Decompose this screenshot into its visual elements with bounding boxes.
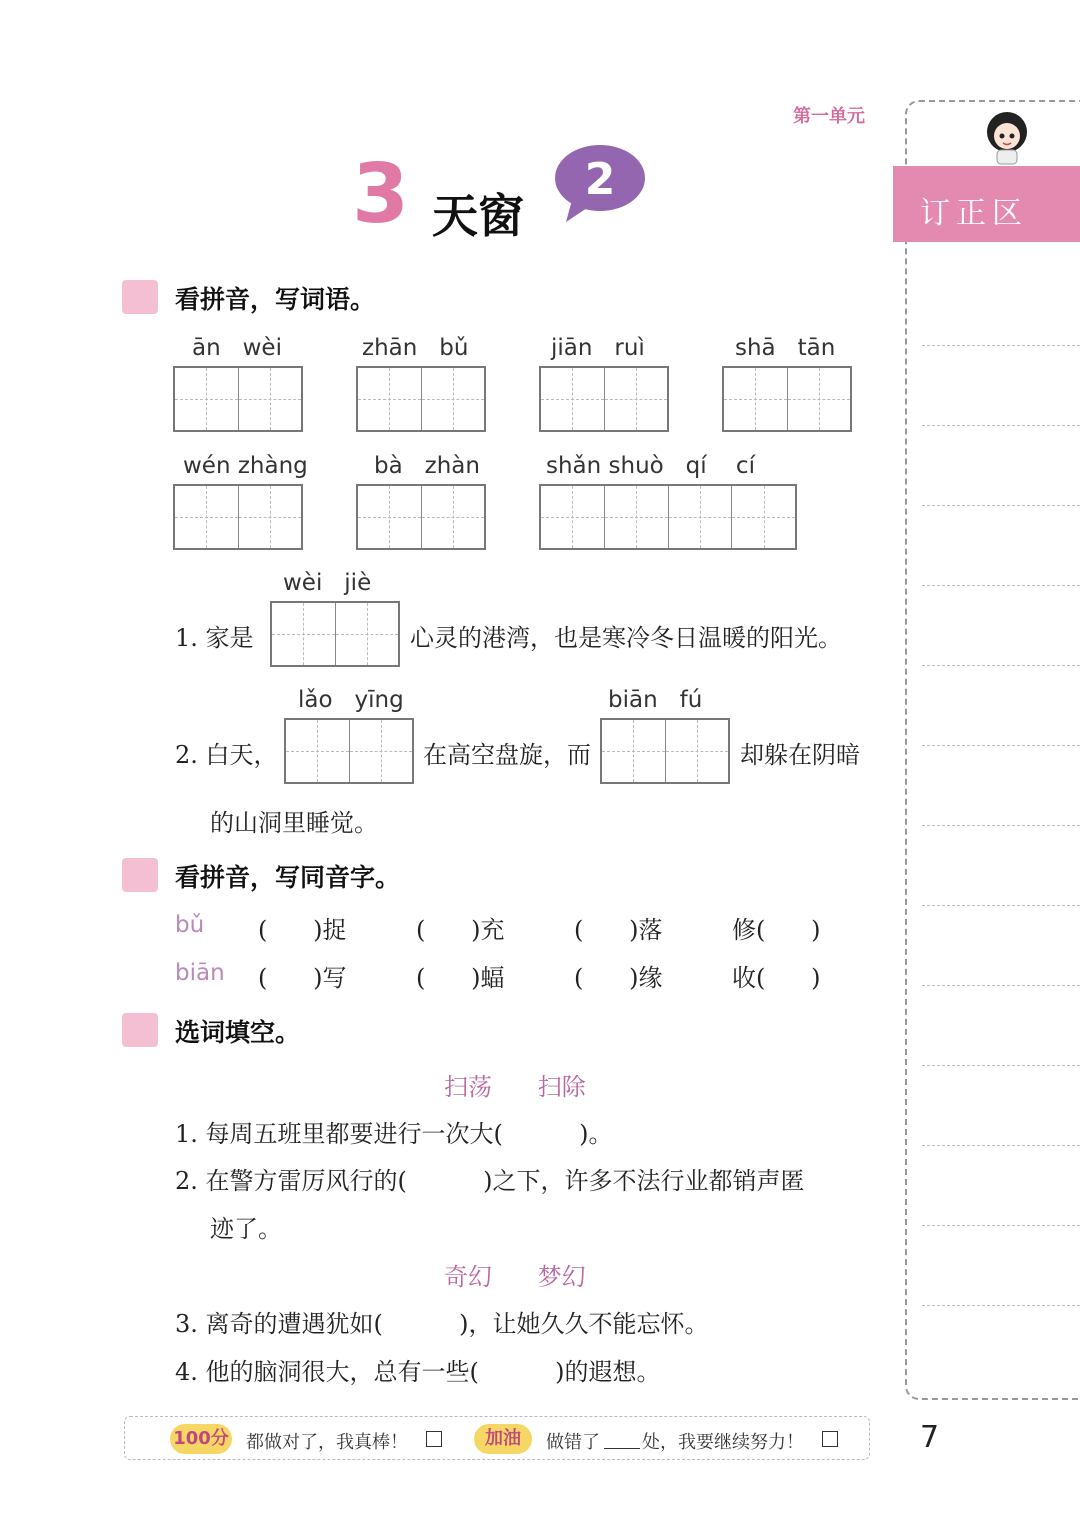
sentence-text: 在高空盘旋，而: [423, 741, 591, 769]
char-grid[interactable]: [173, 484, 303, 550]
pinyin-label: jiān ruì: [551, 335, 645, 361]
sentence-text: 2. 白天，: [175, 741, 278, 769]
pinyin-label: wén zhàng: [183, 453, 308, 479]
pinyin-label: bà zhàn: [374, 453, 480, 479]
lesson-number: 3: [352, 147, 410, 242]
pinyin-label: lǎo yīng: [298, 687, 404, 713]
word-options: 奇幻 梦幻: [444, 1263, 586, 1291]
char-grid[interactable]: [284, 718, 414, 784]
sentence-text: 心灵的港湾，也是寒冷冬日温暖的阳光。: [410, 624, 842, 652]
writing-line: [922, 1065, 1080, 1066]
homophone-item[interactable]: ( )充: [416, 916, 505, 944]
homophone-item[interactable]: ( )捉: [258, 916, 347, 944]
checkbox[interactable]: [822, 1431, 838, 1447]
pinyin-prompt: bǔ: [175, 912, 205, 938]
sentence-text: 的山洞里睡觉。: [210, 809, 378, 837]
writing-line: [922, 985, 1080, 986]
writing-line: [922, 1305, 1080, 1306]
unit-label: 第一单元: [793, 106, 865, 127]
char-grid[interactable]: [539, 484, 797, 550]
correction-title: 订正区: [920, 196, 1028, 231]
sentence-text: 却躲在阴暗: [740, 741, 860, 769]
writing-line: [922, 905, 1080, 906]
char-grid[interactable]: [722, 366, 852, 432]
speech-bubble-icon: [552, 142, 648, 228]
fill-blank-question[interactable]: 3. 离奇的遭遇犹如( )，让她久久不能忘怀。: [175, 1310, 709, 1338]
writing-line: [922, 745, 1080, 746]
homophone-item[interactable]: 修( ): [732, 916, 821, 944]
writing-line: [922, 585, 1080, 586]
word-options: 扫荡 扫除: [444, 1073, 586, 1101]
homophone-item[interactable]: 收( ): [732, 964, 821, 992]
error-count-blank[interactable]: [604, 1448, 640, 1449]
lesson-part: 2: [584, 154, 616, 205]
char-grid[interactable]: [600, 718, 730, 784]
homophone-item[interactable]: ( )落: [574, 916, 663, 944]
pinyin-label: shā tān: [735, 335, 836, 361]
pinyin-label: biān fú: [608, 687, 703, 713]
pinyin-prompt: biān: [175, 960, 225, 986]
section-icon: [122, 858, 158, 892]
section-icon: [122, 280, 158, 314]
girl-mascot-icon: [982, 108, 1032, 170]
char-grid[interactable]: [173, 366, 303, 432]
pinyin-label: zhān bǔ: [362, 335, 469, 361]
fill-blank-question[interactable]: 1. 每周五班里都要进行一次大( )。: [175, 1120, 613, 1148]
homophone-item[interactable]: ( )写: [258, 964, 347, 992]
section-title: 看拼音，写同音字。: [175, 863, 401, 892]
footer-text: 做错了: [546, 1432, 600, 1453]
char-grid[interactable]: [356, 484, 486, 550]
char-grid[interactable]: [270, 601, 400, 667]
writing-line: [922, 1225, 1080, 1226]
section-icon: [122, 1013, 158, 1047]
char-grid[interactable]: [356, 366, 486, 432]
fill-blank-question[interactable]: 2. 在警方雷厉风行的( )之下，许多不法行业都销声匿: [175, 1167, 805, 1195]
correction-area: [905, 100, 1080, 1400]
checkbox[interactable]: [426, 1431, 442, 1447]
writing-line: [922, 665, 1080, 666]
section-title: 看拼音，写词语。: [175, 285, 376, 314]
homophone-item[interactable]: ( )缘: [574, 964, 663, 992]
fill-blank-question: 迹了。: [210, 1215, 282, 1243]
sentence-text: 1. 家是: [175, 624, 254, 652]
footer-text: 都做对了，我真棒！: [246, 1432, 408, 1453]
pinyin-label: wèi jiè: [283, 570, 372, 596]
fill-blank-question[interactable]: 4. 他的脑洞很大，总有一些( )的遐想。: [175, 1358, 661, 1386]
lesson-title: 天窗: [432, 189, 524, 243]
cheer-badge: 加油: [474, 1424, 532, 1454]
score-badge: 100分: [170, 1424, 232, 1454]
section-title: 选词填空。: [175, 1018, 301, 1047]
writing-line: [922, 345, 1080, 346]
char-grid[interactable]: [539, 366, 669, 432]
page-number: 7: [920, 1420, 940, 1455]
pinyin-label: shǎn shuò qí cí: [546, 453, 755, 479]
writing-line: [922, 425, 1080, 426]
writing-line: [922, 1145, 1080, 1146]
footer-text: 处，我要继续努力！: [642, 1432, 804, 1453]
homophone-item[interactable]: ( )蝠: [416, 964, 505, 992]
writing-line: [922, 505, 1080, 506]
pinyin-label: ān wèi: [192, 335, 282, 361]
writing-line: [922, 825, 1080, 826]
